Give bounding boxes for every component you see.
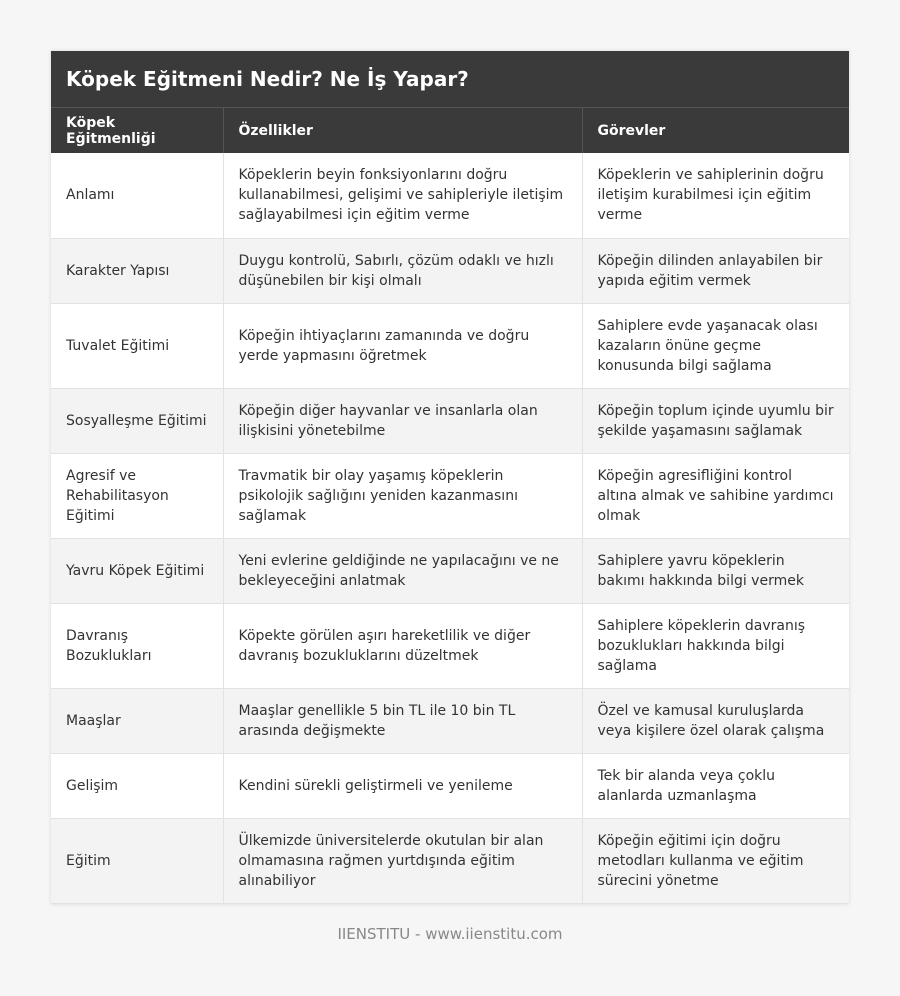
table-row bbox=[51, 688, 849, 753]
table-row bbox=[51, 388, 849, 453]
row-label: Tuvalet Eğitimi bbox=[51, 303, 223, 388]
row-label: Agresif ve Rehabilitasyon Eğitimi bbox=[51, 453, 223, 538]
table-row bbox=[51, 538, 849, 603]
row-ozellik: Ülkemizde üniversitelerde okutulan bir alan olmamasına rağmen yurtdışında eğitim alınabiliyor bbox=[223, 818, 582, 903]
page-title: Köpek Eğitmeni Nedir? Ne İş Yapar? bbox=[66, 67, 469, 91]
row-ozellik: Yeni evlerine geldiğinde ne yapılacağını ve ne bekleyeceğini anlatmak bbox=[223, 538, 582, 603]
table-row bbox=[51, 303, 849, 388]
row-label: Davranış Bozuklukları bbox=[51, 603, 223, 688]
row-gorev: Köpeğin agresifliğini kontrol altına almak ve sahibine yardımcı olmak bbox=[582, 453, 849, 538]
table-row bbox=[51, 818, 849, 903]
row-gorev: Özel ve kamusal kuruluşlarda veya kişilere özel olarak çalışma bbox=[582, 688, 849, 753]
row-gorev: Tek bir alanda veya çoklu alanlarda uzmanlaşma bbox=[582, 753, 849, 818]
table-row bbox=[51, 753, 849, 818]
row-label: Anlamı bbox=[51, 153, 223, 238]
row-label: Gelişim bbox=[51, 753, 223, 818]
row-ozellik: Maaşlar genellikle 5 bin TL ile 10 bin TL arasında değişmekte bbox=[223, 688, 582, 753]
title-bar bbox=[51, 51, 849, 108]
row-gorev: Köpeğin dilinden anlayabilen bir yapıda eğitim vermek bbox=[582, 238, 849, 303]
row-gorev: Sahiplere evde yaşanacak olası kazaların önüne geçme konusunda bilgi sağlama bbox=[582, 303, 849, 388]
table-row bbox=[51, 453, 849, 538]
row-label: Eğitim bbox=[51, 818, 223, 903]
table-card bbox=[51, 51, 849, 904]
column-header-ozellikler: Özellikler bbox=[223, 108, 582, 153]
column-header-egitmenlik: Köpek Eğitmenliği bbox=[51, 108, 223, 153]
row-gorev: Köpeklerin ve sahiplerinin doğru iletişim kurabilmesi için eğitim verme bbox=[582, 153, 849, 238]
row-gorev: Sahiplere yavru köpeklerin bakımı hakkında bilgi vermek bbox=[582, 538, 849, 603]
row-ozellik: Köpekte görülen aşırı hareketlilik ve diğer davranış bozukluklarını düzeltmek bbox=[223, 603, 582, 688]
row-ozellik: Köpeklerin beyin fonksiyonlarını doğru kullanabilmesi, gelişimi ve sahipleriyle iletişim sağlayabilmesi için eğitim verme bbox=[223, 153, 582, 238]
row-ozellik: Travmatik bir olay yaşamış köpeklerin psikolojik sağlığını yeniden kazanmasını sağlamak bbox=[223, 453, 582, 538]
row-ozellik: Duygu kontrolü, Sabırlı, çözüm odaklı ve hızlı düşünebilen bir kişi olmalı bbox=[223, 238, 582, 303]
row-label: Sosyalleşme Eğitimi bbox=[51, 388, 223, 453]
row-gorev: Köpeğin toplum içinde uyumlu bir şekilde yaşamasını sağlamak bbox=[582, 388, 849, 453]
footer-credit: IIENSTITU - www.iienstitu.com bbox=[337, 925, 563, 943]
row-gorev: Sahiplere köpeklerin davranış bozuklukları hakkında bilgi sağlama bbox=[582, 603, 849, 688]
row-ozellik: Köpeğin ihtiyaçlarını zamanında ve doğru yerde yapmasını öğretmek bbox=[223, 303, 582, 388]
row-label: Karakter Yapısı bbox=[51, 238, 223, 303]
column-header-gorevler: Görevler bbox=[582, 108, 849, 153]
table-row bbox=[51, 153, 849, 238]
row-gorev: Köpeğin eğitimi için doğru metodları kullanma ve eğitim sürecini yönetme bbox=[582, 818, 849, 903]
row-ozellik: Kendini sürekli geliştirmeli ve yenileme bbox=[223, 753, 582, 818]
table-header-row bbox=[51, 108, 849, 153]
row-label: Maaşlar bbox=[51, 688, 223, 753]
row-label: Yavru Köpek Eğitimi bbox=[51, 538, 223, 603]
row-ozellik: Köpeğin diğer hayvanlar ve insanlarla olan ilişkisini yönetebilme bbox=[223, 388, 582, 453]
table-row bbox=[51, 238, 849, 303]
table-row bbox=[51, 603, 849, 688]
info-table bbox=[51, 108, 849, 904]
